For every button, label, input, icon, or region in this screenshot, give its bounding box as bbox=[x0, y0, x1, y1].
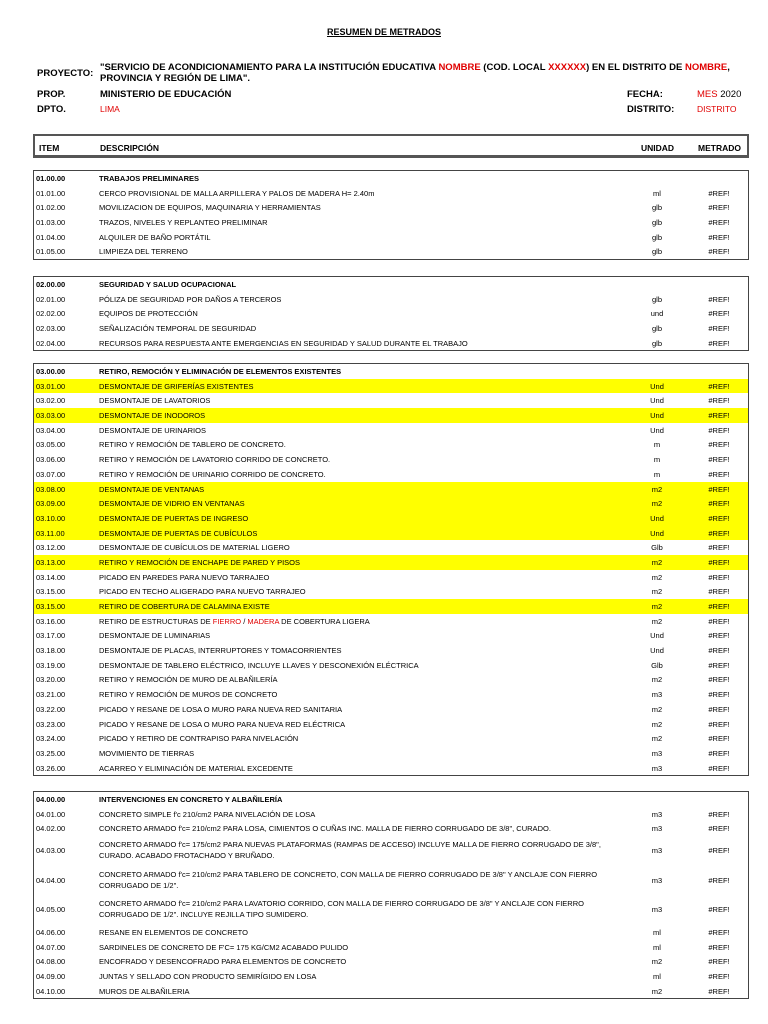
item-unit: m2 bbox=[651, 675, 663, 685]
item-description: DESMONTAJE DE TABLERO ELÉCTRICO, INCLUYE LLAVES Y DESCONEXIÓN ELÉCTRICA bbox=[99, 660, 419, 670]
description-part: DE COBERTURA LIGERA bbox=[279, 616, 370, 626]
item-unit: Und bbox=[650, 396, 664, 406]
item-description: CONCRETO ARMADO f'c= 210/cm2 PARA LOSA, CIMIENTOS O CUÑAS INC. MALLA DE FIERRO CORRUGADO DE 3/8", CURADO. bbox=[99, 824, 551, 834]
item-metrado: #REF! bbox=[708, 396, 730, 406]
fecha-year: 2020 bbox=[720, 89, 742, 100]
table-row bbox=[34, 746, 748, 761]
item-unit: m bbox=[653, 469, 661, 479]
table-row bbox=[34, 379, 748, 394]
item-description: ACARREO Y ELIMINACIÓN DE MATERIAL EXCEDENTE bbox=[99, 763, 293, 773]
item-unit: m3 bbox=[651, 763, 663, 773]
item-description: MOVILIZACION DE EQUIPOS, MAQUINARIA Y HERRAMIENTAS bbox=[99, 203, 321, 213]
table-row bbox=[34, 614, 748, 629]
item-unit: m3 bbox=[651, 905, 663, 915]
item-description: SEÑALIZACIÓN TEMPORAL DE SEGURIDAD bbox=[99, 324, 257, 334]
item-code: 03.26.00 bbox=[36, 763, 66, 773]
item-metrado: #REF! bbox=[708, 338, 730, 348]
proyecto-text-6: NOMBRE bbox=[684, 62, 728, 73]
item-description: RESANE EN ELEMENTOS DE CONCRETO bbox=[99, 927, 248, 937]
item-code: 03.09.00 bbox=[36, 499, 66, 509]
table-row bbox=[34, 731, 748, 746]
item-unit: glb bbox=[651, 338, 662, 348]
table-row bbox=[34, 306, 748, 321]
item-metrado: #REF! bbox=[708, 294, 730, 304]
item-code: 01.04.00 bbox=[36, 232, 66, 242]
prop-value: MINISTERIO DE EDUCACIÓN bbox=[100, 89, 232, 100]
table-row bbox=[34, 321, 748, 336]
item-unit: m2 bbox=[651, 957, 663, 967]
item-code: 03.20.00 bbox=[36, 675, 66, 685]
item-metrado: #REF! bbox=[708, 232, 730, 242]
item-metrado: #REF! bbox=[708, 631, 730, 641]
table-row bbox=[34, 761, 748, 776]
table-row bbox=[34, 672, 748, 687]
item-metrado: #REF! bbox=[708, 513, 730, 523]
table-row bbox=[34, 599, 748, 614]
item-description: ENCOFRADO Y DESENCOFRADO PARA ELEMENTOS DE CONCRETO bbox=[99, 957, 347, 967]
item-description bbox=[99, 617, 370, 626]
table-row bbox=[34, 482, 748, 497]
item-metrado: #REF! bbox=[708, 616, 730, 626]
item-metrado: #REF! bbox=[708, 809, 730, 819]
item-description: TRAZOS, NIVELES Y REPLANTEO PRELIMINAR bbox=[99, 218, 268, 228]
item-code: 03.02.00 bbox=[36, 396, 66, 406]
item-metrado: #REF! bbox=[708, 905, 730, 915]
description-part: RETIRO DE ESTRUCTURAS DE bbox=[99, 616, 213, 626]
item-unit: Glb bbox=[651, 660, 663, 670]
fecha-value bbox=[697, 89, 741, 100]
item-code: 03.25.00 bbox=[36, 748, 66, 758]
item-code: 02.00.00 bbox=[36, 280, 66, 289]
item-unit: Und bbox=[650, 411, 664, 421]
item-code: 03.05.00 bbox=[36, 440, 66, 450]
item-unit: m2 bbox=[651, 704, 663, 714]
proyecto-text-2: NOMBRE bbox=[438, 62, 481, 73]
item-code: 03.18.00 bbox=[36, 646, 66, 656]
col-descripcion: DESCRIPCIÓN bbox=[100, 143, 160, 153]
item-description: PICADO EN TECHO ALIGERADO PARA NUEVO TARRAJEO bbox=[99, 587, 306, 597]
item-metrado: #REF! bbox=[708, 846, 730, 856]
table-row bbox=[34, 186, 748, 201]
item-code: 02.04.00 bbox=[36, 338, 66, 348]
description-part: MADERA bbox=[247, 616, 280, 626]
item-unit: m2 bbox=[651, 616, 663, 626]
section-2 bbox=[33, 276, 749, 351]
table-row bbox=[34, 969, 748, 984]
item-metrado: #REF! bbox=[708, 528, 730, 538]
item-description: RETIRO Y REMOCIÓN DE LAVATORIO CORRIDO DE CONCRETO. bbox=[99, 455, 331, 465]
item-unit: m2 bbox=[651, 719, 663, 729]
item-description: DESMONTAJE DE LUMINARIAS bbox=[99, 631, 211, 641]
item-metrado: #REF! bbox=[708, 824, 730, 834]
item-description: DESMONTAJE DE URINARIOS bbox=[99, 425, 206, 435]
table-row bbox=[34, 292, 748, 307]
col-metrado: METRADO bbox=[698, 143, 741, 153]
table-row bbox=[34, 244, 748, 259]
item-description: INTERVENCIONES EN CONCRETO Y ALBAÑILERÍA bbox=[99, 795, 283, 804]
table-row bbox=[34, 526, 748, 541]
item-unit: m2 bbox=[651, 734, 663, 744]
item-code: 03.00.00 bbox=[36, 367, 66, 376]
item-description: MUROS DE ALBAÑILERIA bbox=[99, 986, 190, 996]
item-unit: und bbox=[650, 309, 664, 319]
item-description: DESMONTAJE DE INODOROS bbox=[99, 411, 206, 421]
item-metrado: #REF! bbox=[708, 188, 730, 198]
item-description: ALQUILER DE BAÑO PORTÁTIL bbox=[99, 232, 211, 242]
item-description: EQUIPOS DE PROTECCIÓN bbox=[99, 309, 198, 319]
item-description: LIMPIEZA DEL TERRENO bbox=[99, 247, 188, 257]
item-description: CONCRETO ARMADO f'c= 210/cm2 PARA LAVATORIO CORRIDO, CON MALLA DE FIERRO CORRUGADO DE 3/8" Y ANCLAJE CON FIERRO CORRUGADO DE 1/2". INCLUYE REJILLA TIPO SUMIDERO. bbox=[99, 899, 584, 920]
table-row bbox=[34, 954, 748, 969]
item-metrado: #REF! bbox=[708, 675, 730, 685]
item-code: 04.01.00 bbox=[36, 809, 66, 819]
item-unit: m2 bbox=[651, 602, 663, 611]
item-code: 03.23.00 bbox=[36, 719, 66, 729]
table-row bbox=[34, 984, 748, 999]
distrito-value: DISTRITO bbox=[697, 104, 737, 114]
proyecto-text-3: (COD. LOCAL bbox=[480, 62, 549, 73]
item-description: PICADO EN PAREDES PARA NUEVO TARRAJEO bbox=[99, 572, 270, 582]
item-code: 03.13.00 bbox=[36, 557, 66, 567]
item-unit: m2 bbox=[651, 572, 663, 582]
item-code: 04.05.00 bbox=[36, 905, 66, 915]
item-code: 03.22.00 bbox=[36, 704, 66, 714]
item-metrado: #REF! bbox=[708, 986, 730, 996]
table-row bbox=[34, 628, 748, 643]
table-row bbox=[34, 555, 748, 570]
item-description: DESMONTAJE DE PUERTAS DE INGRESO bbox=[99, 513, 249, 523]
item-unit: glb bbox=[651, 232, 662, 242]
item-metrado: #REF! bbox=[708, 455, 730, 465]
item-unit: Und bbox=[650, 528, 664, 538]
section-3 bbox=[33, 363, 749, 776]
item-metrado: #REF! bbox=[708, 971, 730, 981]
table-row bbox=[34, 393, 748, 408]
item-metrado: #REF! bbox=[708, 324, 730, 334]
item-description: TRABAJOS PRELIMINARES bbox=[99, 174, 200, 183]
item-unit: m2 bbox=[651, 484, 663, 494]
item-code: 03.24.00 bbox=[36, 734, 66, 744]
item-description: RETIRO Y REMOCIÓN DE MURO DE ALBAÑILERÍA bbox=[99, 675, 278, 685]
section-heading-row bbox=[34, 277, 748, 292]
table-row bbox=[34, 570, 748, 585]
col-unidad: UNIDAD bbox=[641, 143, 675, 153]
item-metrado: #REF! bbox=[708, 719, 730, 729]
item-metrado: #REF! bbox=[708, 484, 730, 494]
table-row bbox=[34, 467, 748, 482]
item-metrado: #REF! bbox=[708, 572, 730, 582]
item-description: RETIRO Y REMOCIÓN DE ENCHAPE DE PARED Y PISOS bbox=[99, 557, 301, 567]
item-metrado: #REF! bbox=[708, 734, 730, 744]
item-description: DESMONTAJE DE VIDRIO EN VENTANAS bbox=[99, 499, 245, 509]
item-code: 03.08.00 bbox=[36, 484, 66, 494]
item-description: JUNTAS Y SELLADO CON PRODUCTO SEMIRÍGIDO EN LOSA bbox=[99, 971, 317, 981]
section-1 bbox=[33, 170, 749, 260]
item-unit: Und bbox=[650, 381, 664, 391]
item-unit: m3 bbox=[651, 809, 663, 819]
table-row bbox=[34, 408, 748, 423]
item-unit: ml bbox=[653, 927, 661, 937]
item-code: 01.02.00 bbox=[36, 203, 66, 213]
table-row bbox=[34, 200, 748, 215]
item-unit: ml bbox=[653, 188, 661, 198]
item-description: CONCRETO ARMADO f'c= 175/cm2 PARA NUEVAS PLATAFORMAS (RAMPAS DE ACCESO) INCLUYE MALLA DE FIERRO CORRUGADO DE 3/8", CURADO. ACABADO FROTACHADO Y BRUÑADO. bbox=[99, 840, 601, 861]
item-metrado: #REF! bbox=[708, 557, 730, 567]
item-unit: m3 bbox=[651, 875, 663, 885]
item-metrado: #REF! bbox=[708, 927, 730, 937]
item-metrado: #REF! bbox=[708, 469, 730, 479]
table-row bbox=[34, 452, 748, 467]
section-4 bbox=[33, 791, 749, 999]
column-header bbox=[33, 134, 749, 158]
item-code: 04.10.00 bbox=[36, 986, 66, 996]
item-description: DESMONTAJE DE LAVATORIOS bbox=[99, 396, 211, 406]
table-row bbox=[34, 215, 748, 230]
item-unit: glb bbox=[651, 203, 662, 213]
description-part: / bbox=[241, 616, 248, 626]
table-row bbox=[34, 511, 748, 526]
item-code: 03.07.00 bbox=[36, 469, 66, 479]
item-unit: m bbox=[653, 455, 661, 465]
item-code: 01.05.00 bbox=[36, 247, 66, 257]
item-code: 03.01.00 bbox=[36, 381, 66, 391]
table-row bbox=[34, 584, 748, 599]
item-unit: m3 bbox=[651, 690, 663, 700]
table-row bbox=[34, 336, 748, 351]
item-description: RETIRO DE COBERTURA DE CALAMINA EXISTE bbox=[99, 602, 270, 611]
item-code: 04.03.00 bbox=[36, 846, 66, 856]
item-code: 02.03.00 bbox=[36, 324, 66, 334]
item-code: 03.17.00 bbox=[36, 631, 66, 641]
item-description: MOVIMIENTO DE TIERRAS bbox=[99, 748, 195, 758]
item-description: RECURSOS PARA RESPUESTA ANTE EMERGENCIAS EN SEGURIDAD Y SALUD DURANTE EL TRABAJO bbox=[99, 338, 468, 348]
item-metrado: #REF! bbox=[708, 942, 730, 952]
item-description: PICADO Y RESANE DE LOSA O MURO PARA NUEVA RED ELÉCTRICA bbox=[99, 719, 346, 729]
item-code: 03.19.00 bbox=[36, 660, 66, 670]
item-description: CERCO PROVISIONAL DE MALLA ARPILLERA Y PALOS DE MADERA H= 2.40m bbox=[99, 188, 375, 198]
item-unit: Und bbox=[650, 425, 664, 435]
table-row bbox=[34, 717, 748, 732]
item-unit: ml bbox=[653, 971, 661, 981]
item-unit: Und bbox=[650, 646, 664, 656]
item-description: PICADO Y RETIRO DE CONTRAPISO PARA NIVELACIÓN bbox=[99, 734, 299, 744]
item-code: 04.00.00 bbox=[36, 795, 66, 804]
item-code: 03.15.00 bbox=[36, 587, 66, 597]
item-code: 03.04.00 bbox=[36, 425, 66, 435]
item-unit: m3 bbox=[651, 824, 663, 834]
item-code: 03.14.00 bbox=[36, 572, 66, 582]
item-description: RETIRO Y REMOCIÓN DE TABLERO DE CONCRETO. bbox=[99, 440, 286, 450]
item-unit: glb bbox=[651, 294, 662, 304]
table-row bbox=[34, 230, 748, 245]
item-metrado: #REF! bbox=[708, 690, 730, 700]
table-row bbox=[34, 658, 748, 673]
item-metrado: #REF! bbox=[708, 875, 730, 885]
proyecto-text-7: , PROVINCIA Y REGIÓN DE LIMA". bbox=[100, 62, 730, 84]
item-code: 04.08.00 bbox=[36, 957, 66, 967]
section-heading-row bbox=[34, 792, 748, 807]
item-metrado: #REF! bbox=[708, 763, 730, 773]
item-metrado: #REF! bbox=[708, 425, 730, 435]
item-description: SARDINELES DE CONCRETO DE F'C= 175 KG/CM2 ACABADO PULIDO bbox=[99, 942, 349, 952]
item-description: RETIRO, REMOCIÓN Y ELIMINACIÓN DE ELEMENTOS EXISTENTES bbox=[99, 367, 342, 376]
item-unit: m3 bbox=[651, 846, 663, 856]
item-metrado: #REF! bbox=[708, 218, 730, 228]
item-metrado: #REF! bbox=[708, 499, 730, 509]
table-row bbox=[34, 687, 748, 702]
proyecto-value bbox=[100, 62, 740, 84]
table-row bbox=[34, 643, 748, 658]
table-row bbox=[34, 940, 748, 955]
item-metrado: #REF! bbox=[708, 957, 730, 967]
item-code: 03.03.00 bbox=[36, 411, 66, 421]
item-description: PÓLIZA DE SEGURIDAD POR DAÑOS A TERCEROS bbox=[99, 294, 282, 304]
section-heading-row bbox=[34, 171, 748, 186]
proyecto-label: PROYECTO: bbox=[37, 68, 94, 79]
item-code: 04.09.00 bbox=[36, 971, 66, 981]
item-unit: Glb bbox=[651, 543, 663, 553]
item-code: 03.06.00 bbox=[36, 455, 66, 465]
item-metrado: #REF! bbox=[708, 660, 730, 670]
item-unit: ml bbox=[653, 942, 661, 952]
proyecto-text-1: "SERVICIO DE ACONDICIONAMIENTO PARA LA INSTITUCIÓN EDUCATIVA bbox=[100, 62, 439, 73]
item-description: SEGURIDAD Y SALUD OCUPACIONAL bbox=[99, 280, 237, 289]
item-code: 04.02.00 bbox=[36, 824, 66, 834]
item-description: DESMONTAJE DE GRIFERÍAS EXISTENTES bbox=[99, 381, 254, 391]
table-row bbox=[34, 925, 748, 940]
proyecto-text-4: XXXXXX bbox=[548, 62, 587, 73]
fecha-month: MES bbox=[697, 89, 718, 100]
table-row bbox=[34, 866, 748, 896]
item-code: 01.00.00 bbox=[36, 174, 66, 183]
item-description: DESMONTAJE DE VENTANAS bbox=[99, 484, 205, 494]
item-code: 04.06.00 bbox=[36, 927, 66, 937]
item-code: 02.02.00 bbox=[36, 309, 66, 319]
item-metrado: #REF! bbox=[708, 309, 730, 319]
item-metrado: #REF! bbox=[708, 602, 730, 611]
col-item: ITEM bbox=[39, 143, 60, 153]
item-unit: glb bbox=[651, 324, 662, 334]
document-title: RESUMEN DE METRADOS bbox=[326, 27, 441, 37]
table-row bbox=[34, 895, 748, 925]
prop-label: PROP. bbox=[37, 89, 66, 100]
item-unit: glb bbox=[651, 247, 662, 257]
item-metrado: #REF! bbox=[708, 587, 730, 597]
item-description: PICADO Y RESANE DE LOSA O MURO PARA NUEVA RED SANITARIA bbox=[99, 704, 343, 714]
item-unit: Und bbox=[650, 513, 664, 523]
item-code: 01.01.00 bbox=[36, 188, 66, 198]
item-code: 03.12.00 bbox=[36, 543, 66, 553]
item-description: DESMONTAJE DE PLACAS, INTERRUPTORES Y TOMACORRIENTES bbox=[99, 646, 342, 656]
item-code: 04.04.00 bbox=[36, 875, 66, 885]
table-row bbox=[34, 437, 748, 452]
description-part: FIERRO bbox=[212, 616, 242, 626]
section-heading-row bbox=[34, 364, 748, 379]
item-description: RETIRO Y REMOCIÓN DE URINARIO CORRIDO DE CONCRETO. bbox=[99, 469, 326, 479]
dpto-label: DPTO. bbox=[37, 104, 66, 115]
item-description: DESMONTAJE DE CUBÍCULOS DE MATERIAL LIGERO bbox=[99, 543, 290, 553]
item-metrado: #REF! bbox=[708, 411, 730, 421]
table-row bbox=[34, 821, 748, 836]
item-code: 04.07.00 bbox=[36, 942, 66, 952]
item-metrado: #REF! bbox=[708, 646, 730, 656]
table-row bbox=[34, 496, 748, 511]
item-unit: Und bbox=[650, 631, 664, 641]
item-description: CONCRETO ARMADO f'c= 210/cm2 PARA TABLERO DE CONCRETO, CON MALLA DE FIERRO CORRUGADO DE 3/8" Y ANCLAJE CON FIERRO CORRUGADO DE 1/2". bbox=[99, 869, 598, 890]
item-code: 03.16.00 bbox=[36, 616, 66, 626]
table-row bbox=[34, 836, 748, 866]
item-metrado: #REF! bbox=[708, 440, 730, 450]
item-metrado: #REF! bbox=[708, 748, 730, 758]
item-code: 03.15.00 bbox=[36, 602, 66, 611]
item-code: 03.11.00 bbox=[36, 528, 65, 538]
table-row bbox=[34, 807, 748, 822]
distrito-label: DISTRITO: bbox=[627, 104, 675, 115]
item-code: 02.01.00 bbox=[36, 294, 66, 304]
item-metrado: #REF! bbox=[708, 203, 730, 213]
item-description: RETIRO Y REMOCIÓN DE MUROS DE CONCRETO bbox=[99, 690, 278, 700]
item-metrado: #REF! bbox=[708, 704, 730, 714]
item-code: 03.10.00 bbox=[36, 513, 66, 523]
item-unit: m2 bbox=[651, 499, 663, 509]
item-unit: m3 bbox=[651, 748, 663, 758]
table-row bbox=[34, 540, 748, 555]
item-description: CONCRETO SIMPLE f'c 210/cm2 PARA NIVELACIÓN DE LOSA bbox=[99, 809, 316, 819]
item-unit: m bbox=[653, 440, 661, 450]
item-description: DESMONTAJE DE PUERTAS DE CUBÍCULOS bbox=[99, 528, 258, 538]
dpto-value: LIMA bbox=[100, 104, 120, 114]
item-unit: glb bbox=[651, 218, 662, 228]
item-unit: m2 bbox=[651, 986, 663, 996]
item-code: 01.03.00 bbox=[36, 218, 66, 228]
item-metrado: #REF! bbox=[708, 381, 730, 391]
table-row bbox=[34, 423, 748, 438]
item-unit: m2 bbox=[651, 587, 663, 597]
item-metrado: #REF! bbox=[708, 247, 730, 257]
table-row bbox=[34, 702, 748, 717]
fecha-label: FECHA: bbox=[627, 89, 663, 100]
item-code: 03.21.00 bbox=[36, 690, 66, 700]
item-metrado: #REF! bbox=[708, 543, 730, 553]
proyecto-text-5: ) EN EL DISTRITO DE bbox=[586, 62, 685, 73]
item-unit: m2 bbox=[651, 557, 663, 567]
